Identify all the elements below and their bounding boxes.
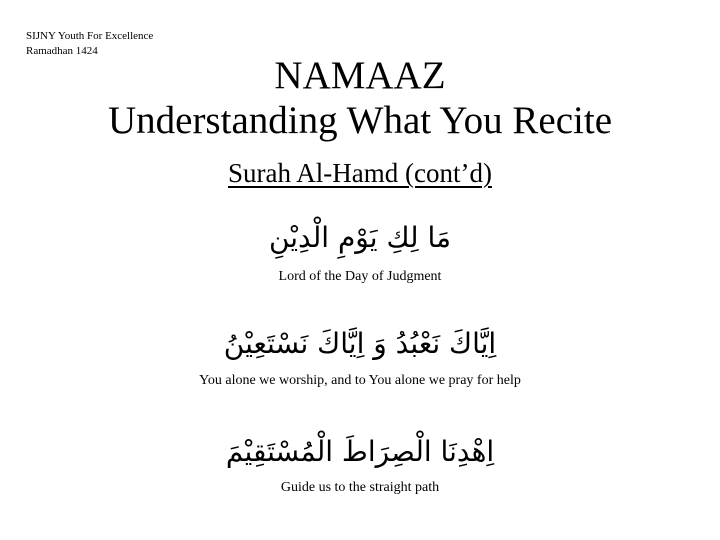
verse-arabic-2: اِيَّاكَ نَعْبُدُ وَ اِيَّاكَ نَسْتَعِيْنُ xyxy=(223,327,497,360)
verse-translation-2: You alone we worship, and to You alone we pray for help xyxy=(199,373,521,388)
date-label: Ramadhan 1424 xyxy=(26,45,98,57)
verse-translation-1: Lord of the Day of Judgment xyxy=(278,269,442,284)
organization-label: SIJNY Youth For Excellence xyxy=(26,30,154,42)
slide-subtitle: Surah Al-Hamd (cont’d) xyxy=(228,158,492,188)
slide-title-line-2: Understanding What You Recite xyxy=(107,99,613,142)
slide-title: NAMAAZ xyxy=(274,54,446,97)
verse-translation-3: Guide us to the straight path xyxy=(280,480,440,495)
verse-arabic-3: اِهْدِنَا الْصِرَاطَ الْمُسْتَقِيْمَ xyxy=(225,435,495,468)
verse-arabic-1: مَا لِكِ يَوْمِ الْدِيْنِ xyxy=(268,221,452,254)
